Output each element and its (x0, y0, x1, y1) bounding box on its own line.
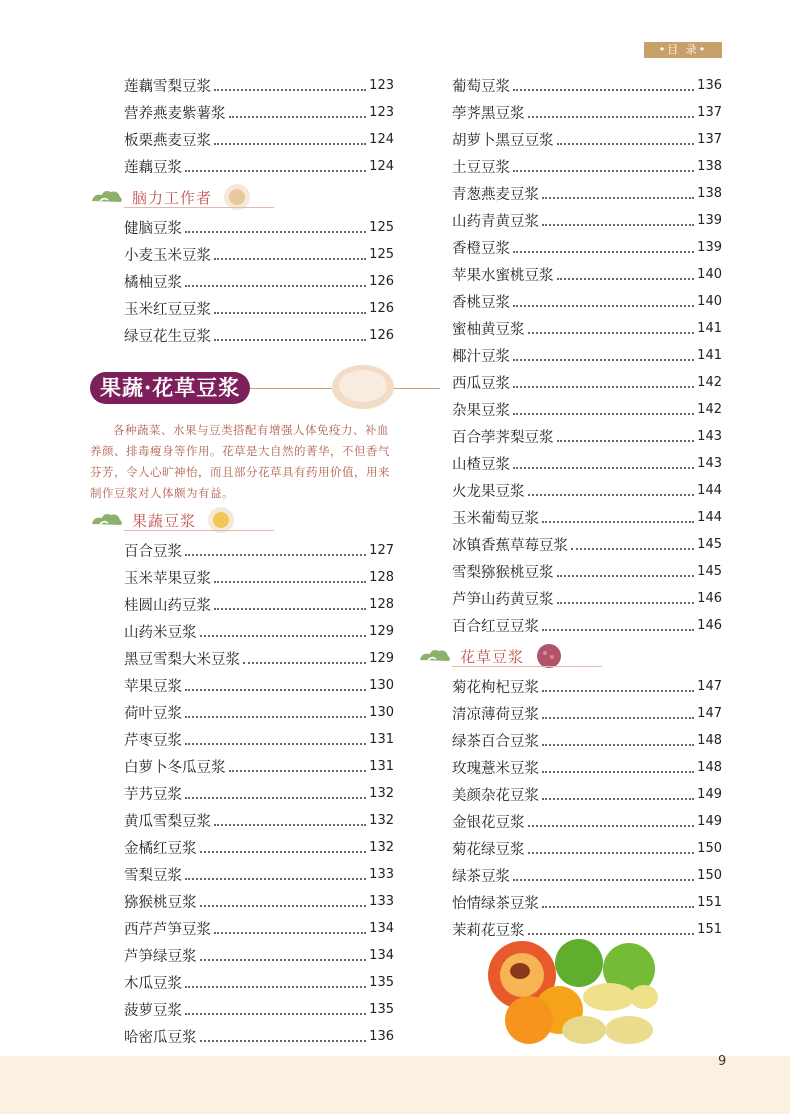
subsection-title: 花草豆浆 (460, 647, 525, 666)
dot-leader (185, 878, 366, 880)
toc-entry-title: 玫瑰薏米豆浆 (452, 761, 539, 777)
toc-entry-page: 134 (369, 921, 394, 936)
dot-leader (185, 716, 366, 718)
toc-entry (452, 288, 722, 315)
toc-entry-page: 126 (369, 274, 394, 289)
toc-entry-page: 146 (697, 591, 722, 606)
dot-leader (185, 689, 366, 691)
dot-leader (557, 575, 695, 577)
dot-leader (528, 116, 695, 118)
toc-entry (452, 423, 722, 450)
toc-entry-title: 土豆豆浆 (452, 160, 510, 176)
toc-entry-title: 橘柚豆浆 (124, 275, 182, 291)
toc-entry-page: 125 (369, 220, 394, 235)
toc-entry (124, 942, 394, 969)
toc-entry-title: 健脑豆浆 (124, 221, 182, 237)
toc-entry-title: 茉莉花豆浆 (452, 923, 525, 939)
toc-entry-page: 124 (369, 132, 394, 147)
toc-entry (452, 234, 722, 261)
toc-entry (452, 531, 722, 558)
toc-entry-title: 桂圆山药豆浆 (124, 598, 211, 614)
dot-leader (214, 932, 366, 934)
toc-entry (124, 126, 394, 153)
toc-entry-title: 美颜杂花豆浆 (452, 788, 539, 804)
dot-leader (513, 467, 694, 469)
toc-entry-title: 葡萄豆浆 (452, 79, 510, 95)
toc-entry-page: 129 (369, 624, 394, 639)
dot-leader (542, 690, 694, 692)
page-number: 9 (718, 1054, 727, 1069)
subsection-heading-brain-worker (124, 180, 394, 214)
toc-entry-title: 火龙果豆浆 (452, 484, 525, 500)
dot-leader (542, 224, 694, 226)
subsection-underline (124, 207, 274, 208)
toc-entry-page: 149 (697, 787, 722, 802)
toc-entry-page: 151 (697, 895, 722, 910)
toc-entry (452, 808, 722, 835)
toc-entry-page: 143 (697, 429, 722, 444)
toc-left-column (124, 72, 394, 349)
toc-entry-title: 绿豆花生豆浆 (124, 329, 211, 345)
toc-entry-page: 141 (697, 321, 722, 336)
toc-entry (124, 322, 394, 349)
dot-leader (571, 548, 694, 550)
subsection-underline (124, 530, 274, 531)
dot-leader (200, 905, 367, 907)
dot-leader (185, 743, 366, 745)
toc-entry-page: 134 (369, 948, 394, 963)
toc-entry-page: 139 (697, 213, 722, 228)
dot-leader (528, 852, 695, 854)
toc-group-brain-worker (124, 214, 394, 349)
toc-entry (452, 889, 722, 916)
toc-entry (452, 781, 722, 808)
dot-leader (214, 581, 366, 583)
toc-entry (124, 915, 394, 942)
toc-entry-title: 香桃豆浆 (452, 295, 510, 311)
toc-entry (124, 807, 394, 834)
toc-entry (452, 153, 722, 180)
plate-icon (330, 362, 396, 412)
toc-entry-title: 山药青黄豆浆 (452, 214, 539, 230)
subsection-heading-flower (452, 639, 722, 673)
dot-leader (185, 554, 366, 556)
toc-entry-title: 怡情绿茶豆浆 (452, 896, 539, 912)
toc-entry (452, 754, 722, 781)
toc-entry (124, 591, 394, 618)
toc-entry-title: 杂果豆浆 (452, 403, 510, 419)
toc-entry-page: 123 (369, 78, 394, 93)
cloud-icon (90, 510, 124, 530)
toc-entry (124, 672, 394, 699)
toc-entry (452, 700, 722, 727)
toc-entry-title: 荷叶豆浆 (124, 706, 182, 722)
toc-entry-page: 132 (369, 840, 394, 855)
toc-entry-title: 黑豆雪梨大米豆浆 (124, 652, 240, 668)
dot-leader (542, 521, 694, 523)
dot-leader (542, 717, 694, 719)
dot-leader (528, 494, 695, 496)
subsection-title: 脑力工作者 (132, 188, 213, 207)
toc-entry (452, 727, 722, 754)
toc-entry-page: 130 (369, 705, 394, 720)
toc-entry-title: 金银花豆浆 (452, 815, 525, 831)
running-title: •目 录• (644, 42, 722, 58)
toc-entry-page: 140 (697, 267, 722, 282)
toc-entry-page: 126 (369, 301, 394, 316)
toc-entry-page: 132 (369, 786, 394, 801)
toc-entry-title: 菊花绿豆浆 (452, 842, 525, 858)
toc-entry-title: 玉米葡萄豆浆 (452, 511, 539, 527)
toc-entry-title: 猕猴桃豆浆 (124, 895, 197, 911)
toc-entry-page: 128 (369, 597, 394, 612)
toc-entry-page: 146 (697, 618, 722, 633)
toc-entry-page: 149 (697, 814, 722, 829)
toc-entry-title: 百合红豆豆浆 (452, 619, 539, 635)
toc-entry-page: 141 (697, 348, 722, 363)
toc-entry-title: 营养燕麦紫薯浆 (124, 106, 226, 122)
toc-entry-page: 136 (697, 78, 722, 93)
dot-leader (185, 1013, 366, 1015)
toc-entry-page: 143 (697, 456, 722, 471)
toc-entry-page: 131 (369, 759, 394, 774)
dot-leader (528, 825, 695, 827)
toc-entry-page: 142 (697, 402, 722, 417)
toc-entry-page: 127 (369, 543, 394, 558)
fruit-illustration (484, 935, 664, 1050)
toc-entry-title: 青葱燕麦豆浆 (452, 187, 539, 203)
toc-entry (452, 72, 722, 99)
toc-entry (452, 315, 722, 342)
toc-entry-title: 山药米豆浆 (124, 625, 197, 641)
toc-entry-title: 木瓜豆浆 (124, 976, 182, 992)
dot-leader (243, 662, 366, 664)
toc-entry-page: 138 (697, 186, 722, 201)
toc-entry-page: 133 (369, 894, 394, 909)
toc-entry-page: 125 (369, 247, 394, 262)
toc-entry-page: 133 (369, 867, 394, 882)
subsection-underline (452, 666, 602, 667)
toc-entry-page: 147 (697, 706, 722, 721)
toc-entry-page: 123 (369, 105, 394, 120)
toc-entry-title: 西瓜豆浆 (452, 376, 510, 392)
dot-leader (185, 797, 366, 799)
toc-entry-title: 雪梨猕猴桃豆浆 (452, 565, 554, 581)
toc-entry-title: 玉米红豆豆浆 (124, 302, 211, 318)
dot-leader (214, 89, 366, 91)
toc-entry-title: 芹枣豆浆 (124, 733, 182, 749)
dot-leader (214, 608, 366, 610)
toc-entry (124, 996, 394, 1023)
toc-entry (452, 450, 722, 477)
dot-leader (214, 824, 366, 826)
toc-entry-title: 香橙豆浆 (452, 241, 510, 257)
toc-entry (124, 618, 394, 645)
toc-entry-page: 144 (697, 483, 722, 498)
dot-leader (513, 386, 694, 388)
toc-group-fruit-veg (124, 537, 394, 1050)
toc-entry (124, 241, 394, 268)
toc-entry-page: 135 (369, 1002, 394, 1017)
toc-entry-title: 绿茶豆浆 (452, 869, 510, 885)
dot-leader (200, 851, 367, 853)
dot-leader (513, 89, 694, 91)
footer-band (0, 1056, 790, 1114)
toc-entry-title: 百合荸荠梨豆浆 (452, 430, 554, 446)
toc-entry (124, 726, 394, 753)
dot-leader (185, 285, 366, 287)
toc-entry-page: 145 (697, 564, 722, 579)
dot-leader (513, 413, 694, 415)
dot-leader (200, 635, 367, 637)
toc-entry (124, 153, 394, 180)
toc-entry (452, 180, 722, 207)
toc-entry-page: 148 (697, 733, 722, 748)
toc-entry (452, 126, 722, 153)
toc-entry (124, 537, 394, 564)
toc-entry-title: 荸荠黑豆浆 (452, 106, 525, 122)
toc-entry-title: 白萝卜冬瓜豆浆 (124, 760, 226, 776)
toc-right-column (452, 72, 722, 943)
toc-entry-page: 128 (369, 570, 394, 585)
subsection-heading-fruit-veg (124, 503, 394, 537)
toc-entry-title: 芦笋山药黄豆浆 (452, 592, 554, 608)
toc-entry-title: 菊花枸杞豆浆 (452, 680, 539, 696)
toc-entry-title: 雪梨豆浆 (124, 868, 182, 884)
toc-entry (452, 261, 722, 288)
toc-entry-page: 126 (369, 328, 394, 343)
toc-entry-page: 144 (697, 510, 722, 525)
toc-entry (452, 342, 722, 369)
toc-entry-page: 142 (697, 375, 722, 390)
toc-entry-title: 绿茶百合豆浆 (452, 734, 539, 750)
toc-entry-page: 130 (369, 678, 394, 693)
toc-entry-page: 137 (697, 105, 722, 120)
toc-entry (124, 72, 394, 99)
toc-entry-page: 124 (369, 159, 394, 174)
toc-entry (124, 753, 394, 780)
toc-entry (124, 564, 394, 591)
toc-entry (124, 834, 394, 861)
toc-entry (124, 99, 394, 126)
dot-leader (229, 770, 367, 772)
dot-leader (214, 143, 366, 145)
dot-leader (542, 629, 694, 631)
toc-entry (124, 780, 394, 807)
toc-entry-title: 椰汁豆浆 (452, 349, 510, 365)
toc-entry-page: 151 (697, 922, 722, 937)
toc-entry-page: 136 (369, 1029, 394, 1044)
dot-leader (557, 143, 695, 145)
toc-entry-page: 138 (697, 159, 722, 174)
dot-leader (542, 906, 694, 908)
toc-entry-title: 金橘红豆浆 (124, 841, 197, 857)
dot-leader (214, 312, 366, 314)
toc-entry (452, 477, 722, 504)
toc-entry-title: 板栗燕麦豆浆 (124, 133, 211, 149)
toc-entry (452, 862, 722, 889)
dot-leader (542, 771, 694, 773)
toc-entry-title: 玉米苹果豆浆 (124, 571, 211, 587)
toc-entry-title: 芋艿豆浆 (124, 787, 182, 803)
toc-entry-page: 148 (697, 760, 722, 775)
toc-entry-title: 苹果豆浆 (124, 679, 182, 695)
cloud-icon (90, 187, 124, 207)
toc-entry-page: 145 (697, 537, 722, 552)
toc-left-lower (124, 503, 394, 1050)
toc-entry (452, 558, 722, 585)
dot-leader (214, 258, 366, 260)
toc-group-left-top (124, 72, 394, 180)
toc-entry (452, 585, 722, 612)
toc-entry (452, 369, 722, 396)
toc-entry (124, 888, 394, 915)
dot-leader (513, 170, 694, 172)
dot-leader (185, 170, 366, 172)
dot-leader (513, 251, 694, 253)
toc-entry-title: 哈密瓜豆浆 (124, 1030, 197, 1046)
dot-leader (557, 440, 695, 442)
toc-entry-page: 139 (697, 240, 722, 255)
toc-entry-title: 清凉薄荷豆浆 (452, 707, 539, 723)
toc-entry (124, 861, 394, 888)
toc-entry (452, 207, 722, 234)
toc-entry-title: 山楂豆浆 (452, 457, 510, 473)
toc-entry (124, 214, 394, 241)
dot-leader (200, 1040, 367, 1042)
toc-entry-page: 150 (697, 868, 722, 883)
toc-entry-title: 蜜柚黄豆浆 (452, 322, 525, 338)
dot-leader (542, 798, 694, 800)
toc-entry-title: 苹果水蜜桃豆浆 (452, 268, 554, 284)
dot-leader (557, 602, 695, 604)
section-title: 果蔬·花草豆浆 (90, 372, 250, 404)
dot-leader (542, 744, 694, 746)
toc-entry-page: 137 (697, 132, 722, 147)
toc-entry-title: 莲藕豆浆 (124, 160, 182, 176)
toc-entry (452, 612, 722, 639)
dot-leader (513, 879, 694, 881)
toc-entry (452, 396, 722, 423)
toc-entry (452, 835, 722, 862)
dot-leader (185, 231, 366, 233)
subsection-title: 果蔬豆浆 (132, 511, 197, 530)
toc-entry (452, 673, 722, 700)
dot-leader (557, 278, 695, 280)
toc-entry-title: 黄瓜雪梨豆浆 (124, 814, 211, 830)
toc-entry-page: 135 (369, 975, 394, 990)
toc-entry-page: 132 (369, 813, 394, 828)
toc-group-flower (452, 673, 722, 943)
toc-entry (124, 699, 394, 726)
section-intro: 各种蔬菜、水果与豆类搭配有增强人体免疫力、补血养颜、排毒瘦身等作用。花草是大自然的菁华，不但香气芬芳，令人心旷神怡，而且部分花草具有药用价值，用来制作豆浆对人体颇为有益。 (90, 423, 390, 500)
toc-entry (452, 99, 722, 126)
toc-entry-page: 131 (369, 732, 394, 747)
toc-entry-page: 150 (697, 841, 722, 856)
toc-entry-page: 140 (697, 294, 722, 309)
cloud-icon (418, 646, 452, 666)
toc-entry (124, 295, 394, 322)
dot-leader (229, 116, 367, 118)
toc-entry-title: 芦笋绿豆浆 (124, 949, 197, 965)
toc-entry-title: 西芹芦笋豆浆 (124, 922, 211, 938)
toc-entry (452, 504, 722, 531)
toc-entry-title: 百合豆浆 (124, 544, 182, 560)
toc-group-right-top (452, 72, 722, 639)
toc-entry-page: 129 (369, 651, 394, 666)
toc-entry (124, 645, 394, 672)
toc-entry-title: 胡萝卜黑豆豆浆 (452, 133, 554, 149)
dot-leader (513, 359, 694, 361)
toc-entry-title: 小麦玉米豆浆 (124, 248, 211, 264)
dot-leader (200, 959, 367, 961)
dot-leader (214, 339, 366, 341)
section-banner (90, 366, 400, 414)
toc-entry (124, 969, 394, 996)
dot-leader (185, 986, 366, 988)
dot-leader (513, 305, 694, 307)
dot-leader (528, 332, 695, 334)
toc-entry-page: 147 (697, 679, 722, 694)
toc-entry (124, 268, 394, 295)
toc-entry-title: 菠萝豆浆 (124, 1003, 182, 1019)
toc-entry-title: 冰镇香蕉草莓豆浆 (452, 538, 568, 554)
toc-entry-title: 莲藕雪梨豆浆 (124, 79, 211, 95)
toc-entry (124, 1023, 394, 1050)
dot-leader (542, 197, 694, 199)
